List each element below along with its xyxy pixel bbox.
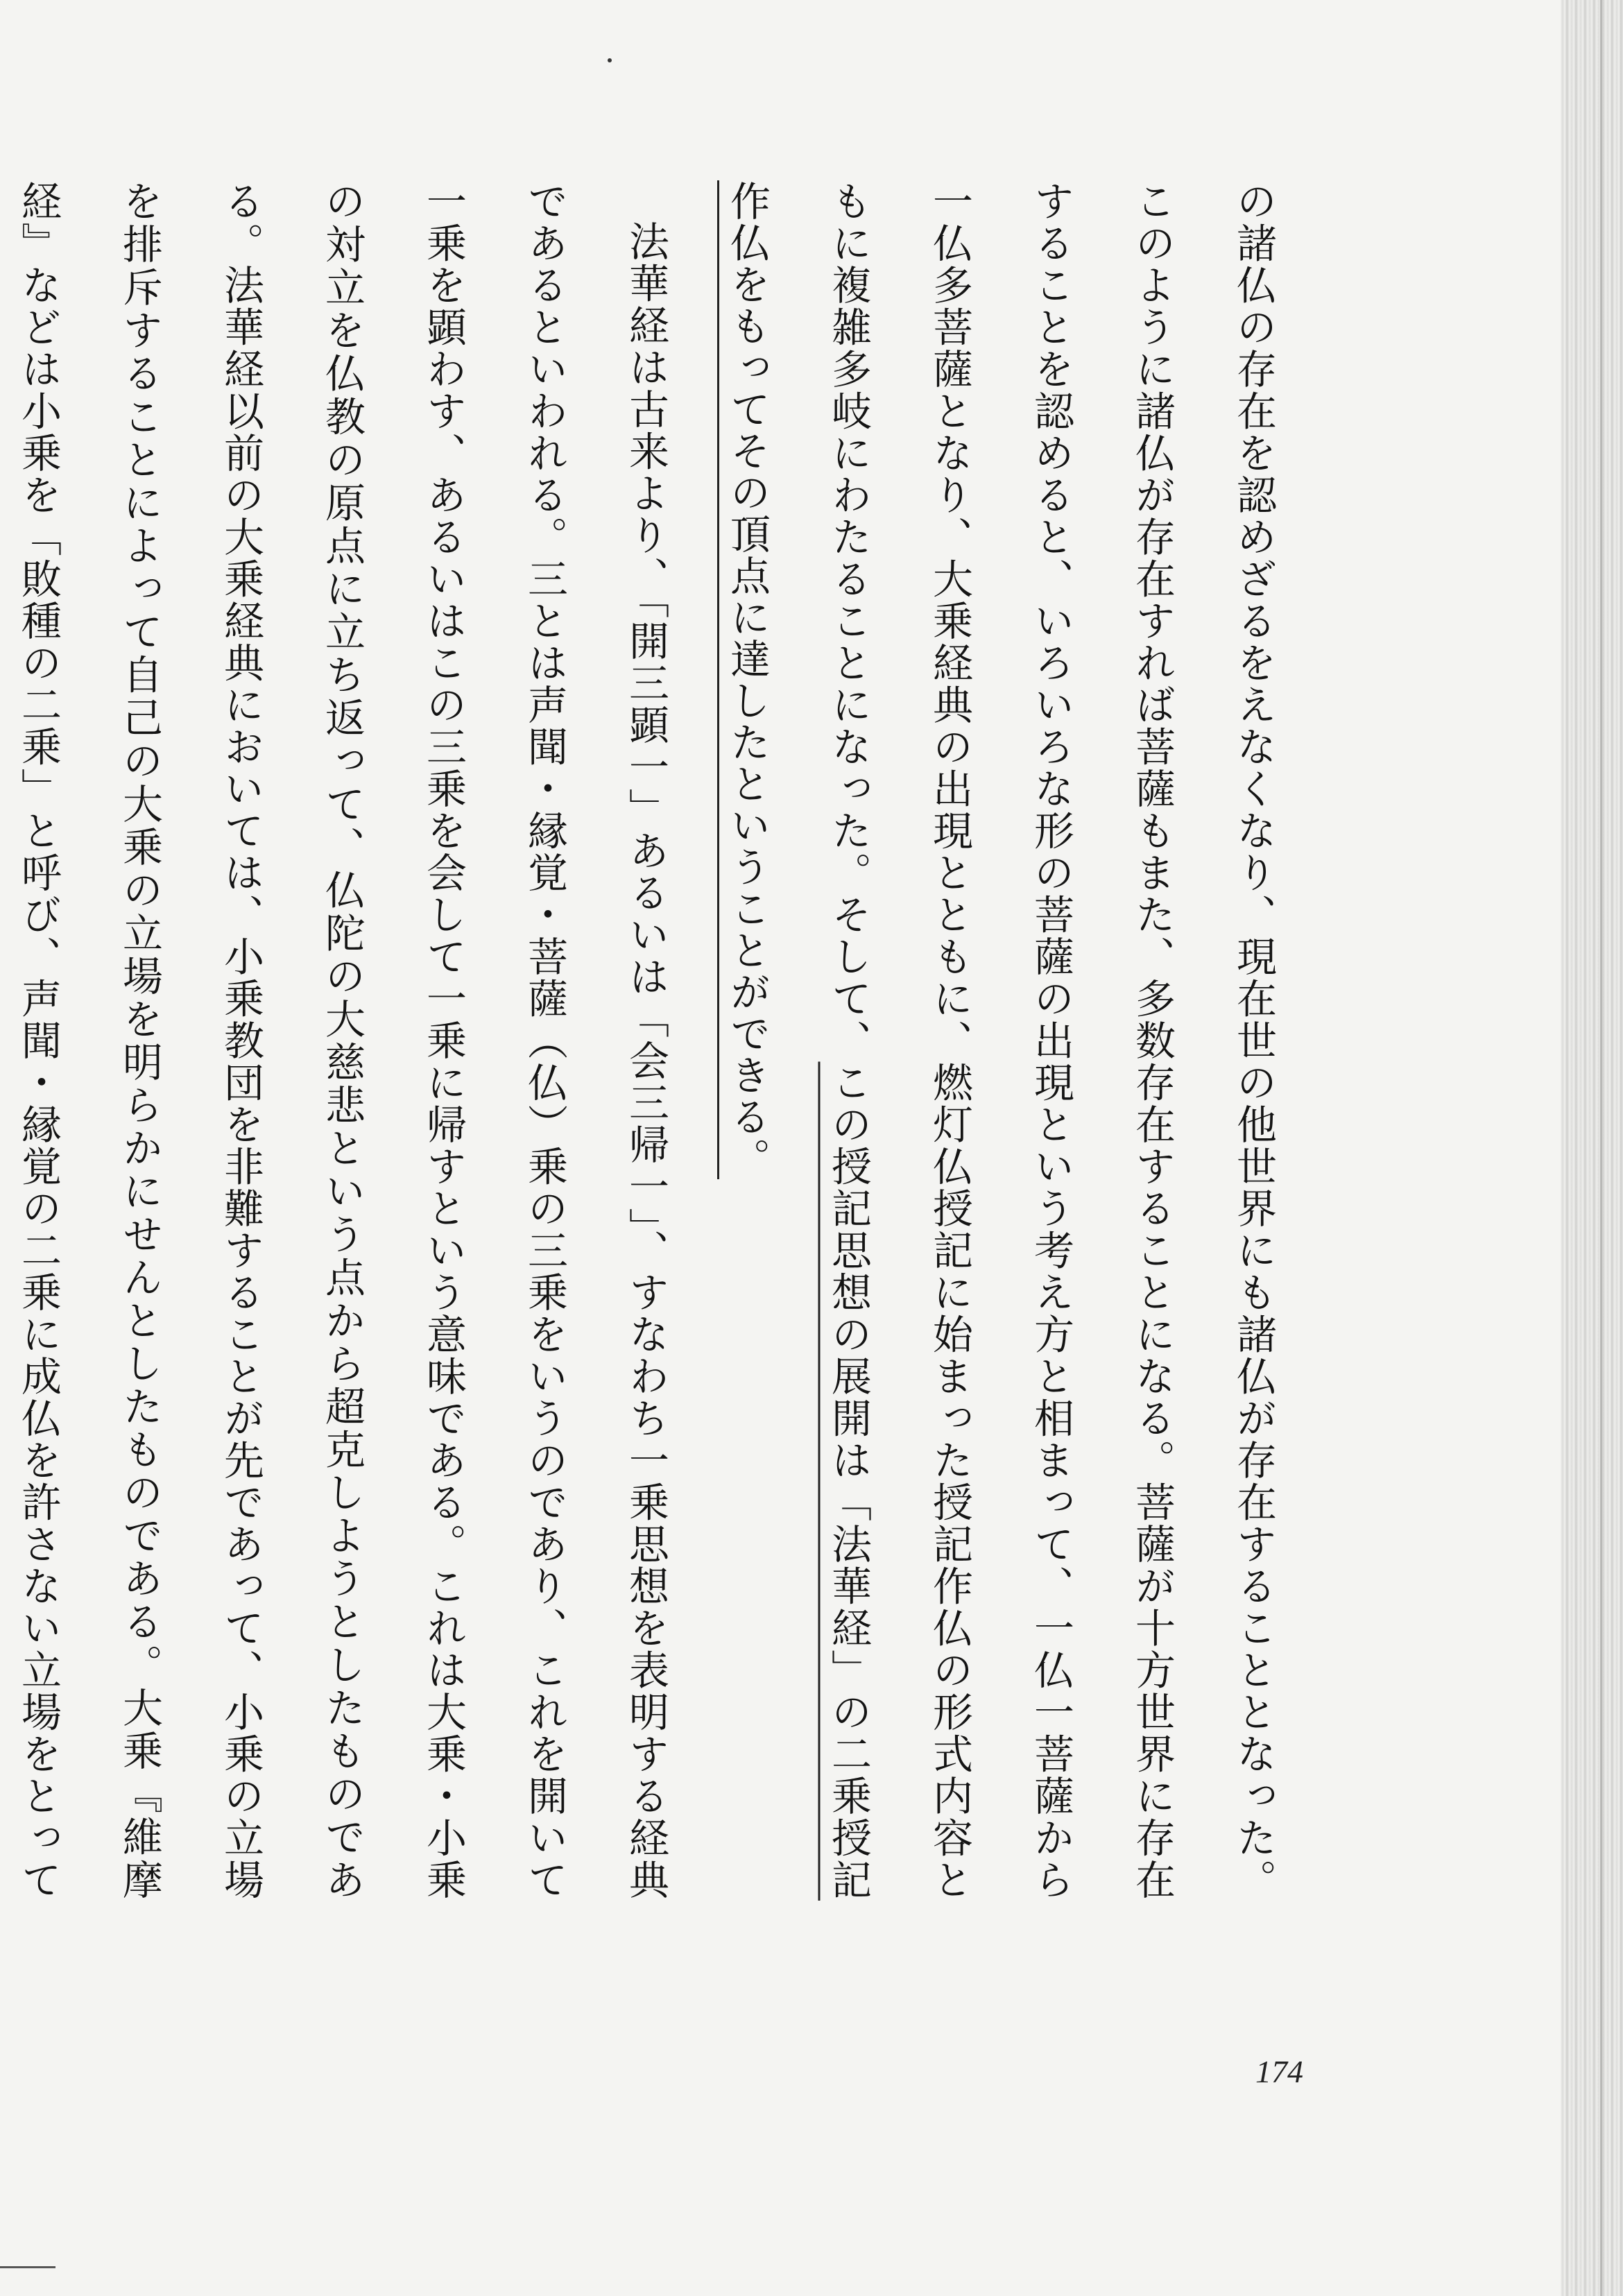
page-number: 174	[1255, 2054, 1303, 2089]
paragraph	[696, 180, 1304, 1901]
scan-dust-speck	[608, 58, 612, 62]
binding-gutter-line	[1600, 0, 1602, 2296]
paragraph-text: の諸仏の存在を認めざるをえなくなり、現在世の他世界にも諸仏が存在することとなった。このように諸仏が存在すれば菩薩もまた、多数存在することになる。菩薩が十方世界に存在することを認めると、いろいろな形の菩薩の出現という考え方と相まって、一仏一菩薩から一仏多菩薩となり、大乗経典の出現とともに、燃灯仏授記に始まった授記作仏の形式内容ともに複雑多岐にわたることになった。そして、	[825, 180, 1277, 1901]
vertical-body-text	[15, 180, 1304, 1901]
paragraph	[0, 180, 696, 1901]
binding-edge	[1561, 0, 1623, 2296]
paragraph-text: 法華経は古来より、「開三顕一」あるいは「会三帰一」、すなわち一乗思想を表明する経典であるといわれる。三とは声聞・縁覚・菩薩（仏）乗の三乗をいうのであり、これを開いて一乗を顕わす、あるいはこの三乗を会して一乗に帰すという意味である。これは大乗・小乗の対立を仏教の原点に立ち返って、仏陀の大慈悲という点から超克しようとしたものである。法華経以前の大乗経典においては、小乗教団を非難することが先であって、小乗の立場を排斥することによって自己の大乗の立場を明らかにせんとしたものである。大乗『維摩経』などは小乗を「敗種の二乗」と呼び、声聞・縁覚の二乗に成仏を許さない立場をとって	[15, 180, 669, 1901]
underlined-passage: この授記思想の展開は「法華経」の二乗授記作仏をもってその頂点に達したということができる。	[723, 180, 872, 1901]
scan-edge-mark	[0, 2266, 55, 2268]
